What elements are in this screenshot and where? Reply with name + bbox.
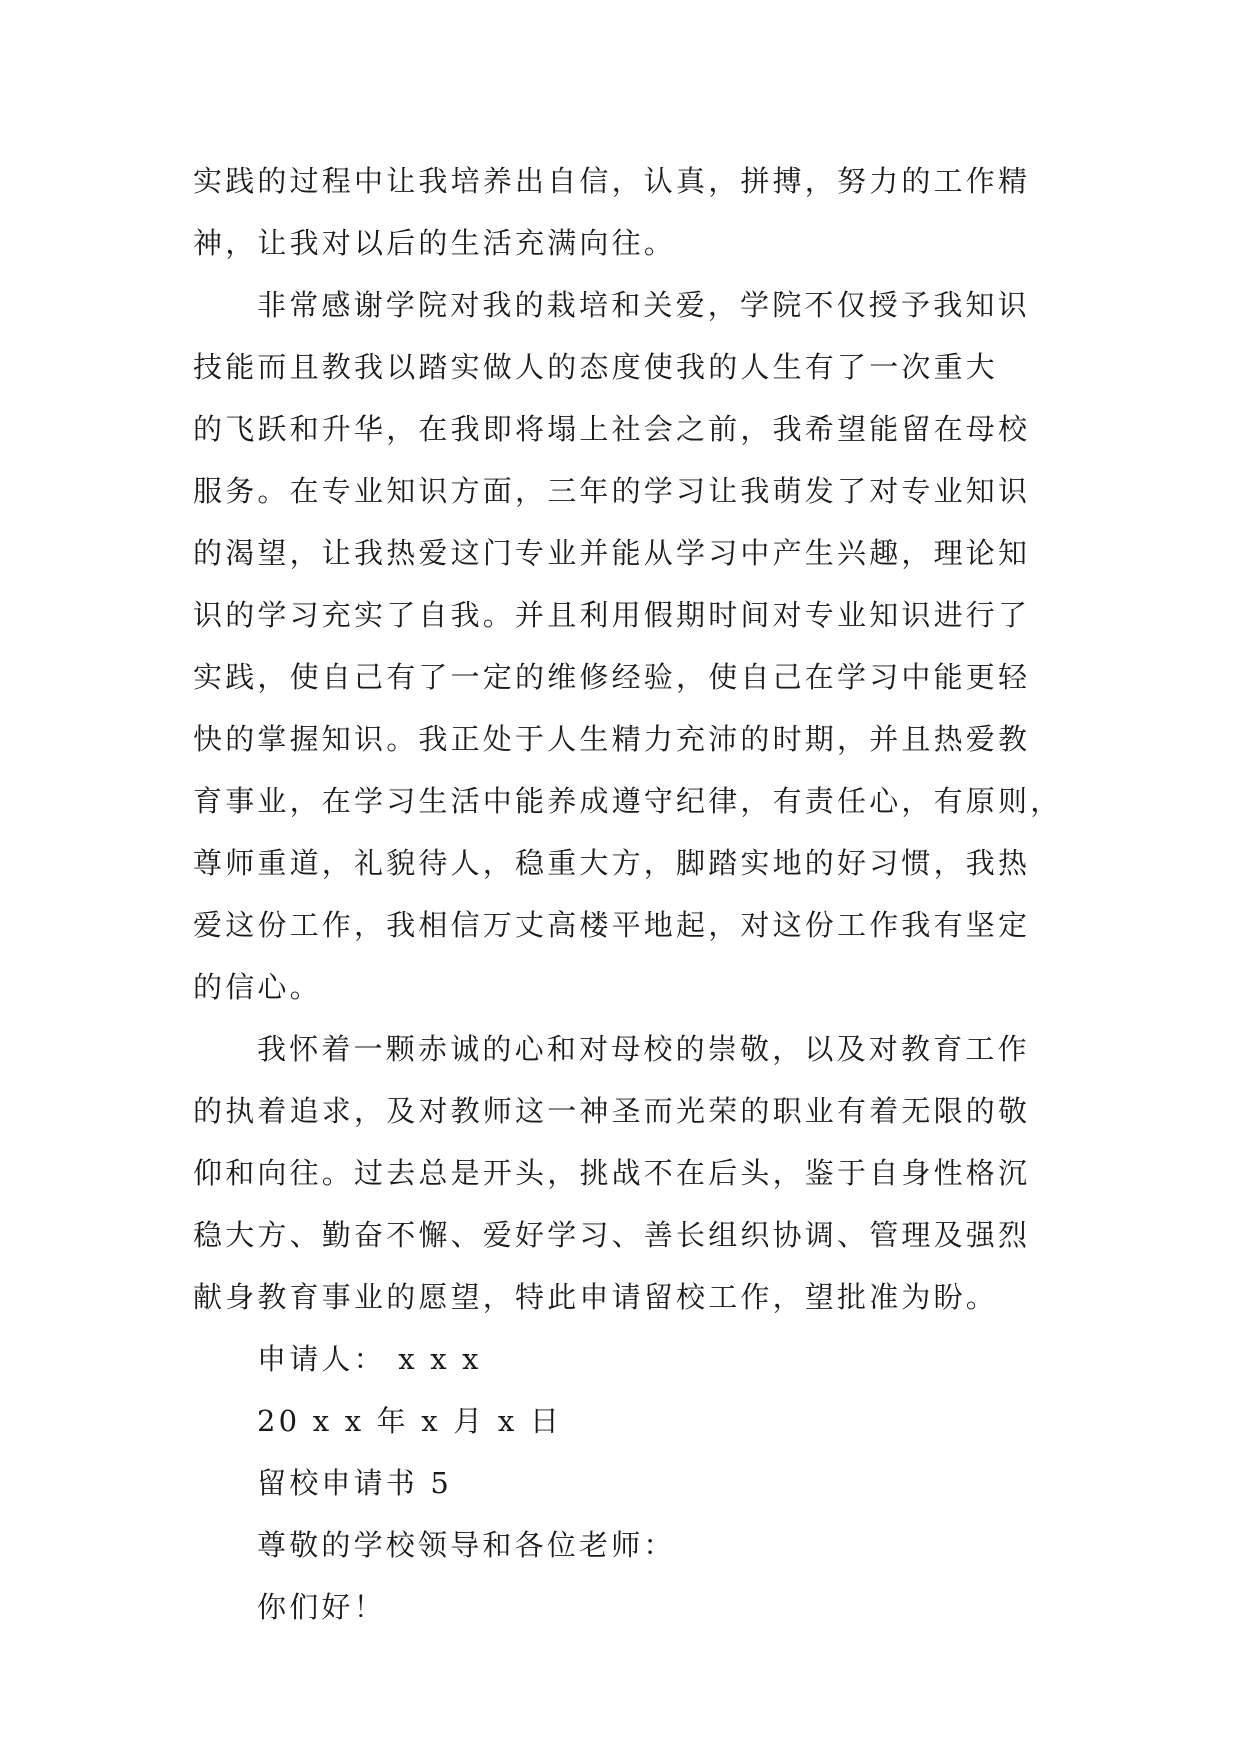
paragraph-line: 育事业，在学习生活中能养成遵守纪律，有责任心，有原则， [193,784,1063,818]
paragraph-line: 的渴望，让我热爱这门专业并能从学习中产生兴趣，理论知 [193,536,1031,570]
section-title: 留校申请书 5 [257,1466,453,1500]
greeting-line: 你们好！ [257,1590,386,1624]
paragraph-line: 稳大方、勤奋不懈、爱好学习、善长组织协调、管理及强烈 [193,1218,1031,1252]
paragraph-line: 爱这份工作，我相信万丈高楼平地起，对这份工作我有坚定 [193,908,1031,942]
applicant-line: 申请人： x x x [257,1342,482,1376]
date-line: 20 x x 年 x 月 x 日 [257,1404,563,1438]
paragraph-line: 非常感谢学院对我的栽培和关爱，学院不仅授予我知识 [257,288,1030,322]
salutation-line: 尊敬的学校领导和各位老师： [257,1528,676,1562]
paragraph-line: 实践的过程中让我培养出自信，认真，拼搏，努力的工作精 [193,164,1031,198]
paragraph-line: 我怀着一颗赤诚的心和对母校的崇敬，以及对教育工作 [257,1032,1030,1066]
paragraph-line: 神，让我对以后的生活充满向往。 [193,226,677,260]
paragraph-line: 实践，使自己有了一定的维修经验，使自己在学习中能更轻 [193,660,1031,694]
paragraph-line: 识的学习充实了自我。并且利用假期时间对专业知识进行了 [193,598,1031,632]
paragraph-line: 的飞跃和升华，在我即将塌上社会之前，我希望能留在母校 [193,412,1031,446]
document-body [193,150,1063,1638]
paragraph-line: 献身教育事业的愿望，特此申请留校工作，望批准为盼。 [193,1280,999,1314]
paragraph-line: 快的掌握知识。我正处于人生精力充沛的时期，并且热爱教 [193,722,1031,756]
paragraph-line: 的信心。 [193,970,322,1004]
paragraph-line: 仰和向往。过去总是开头，挑战不在后头，鉴于自身性格沉 [193,1156,1031,1190]
paragraph-line: 技能而且教我以踏实做人的态度使我的人生有了一次重大 [193,350,999,384]
paragraph-line: 尊师重道，礼貌待人，稳重大方，脚踏实地的好习惯，我热 [193,846,1031,880]
paragraph-line: 的执着追求，及对教师这一神圣而光荣的职业有着无限的敬 [193,1094,1031,1128]
paragraph-line: 服务。在专业知识方面，三年的学习让我萌发了对专业知识 [193,474,1031,508]
